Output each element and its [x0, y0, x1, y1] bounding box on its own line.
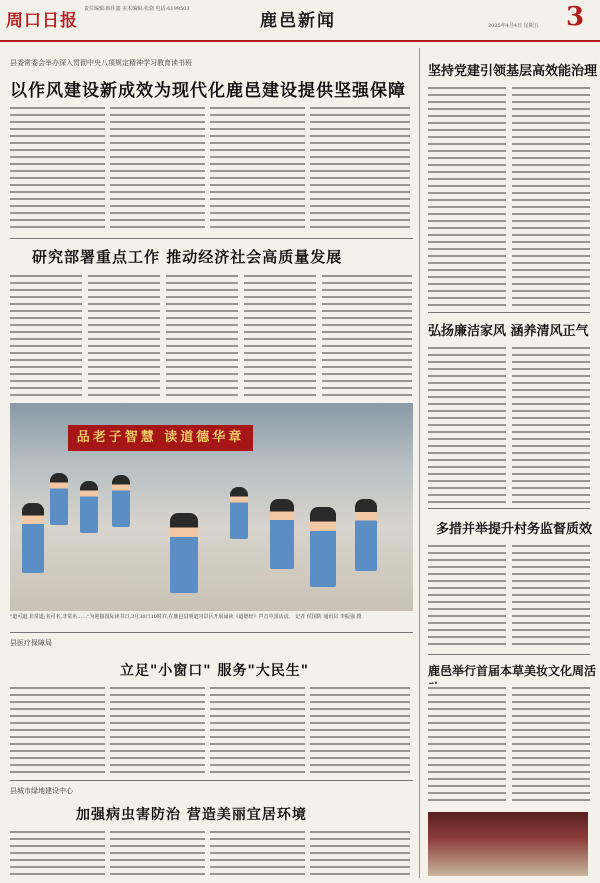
second-headline: 研究部署重点工作 推动经济社会高质量发展 [32, 248, 343, 266]
child-figure [270, 499, 294, 569]
article-column [322, 272, 412, 396]
child-figure [80, 481, 98, 533]
beauty-festival-photo [428, 812, 588, 876]
sidebar-headline-2: 弘扬廉洁家风 涵养清风正气 [428, 324, 589, 339]
editor-info: 责任编辑:韩佳鑫 美术编辑:张骁 电话:6199503 [84, 6, 190, 12]
issue-date: 2025年4月4日 星期五 [488, 23, 539, 29]
divider [10, 780, 413, 781]
divider [10, 238, 413, 239]
article-column [512, 542, 590, 650]
article-column [10, 828, 105, 878]
section-title: 鹿邑新闻 [260, 11, 336, 31]
child-figure [50, 473, 68, 525]
article-column [428, 684, 506, 806]
article-column [10, 272, 82, 396]
article-column [428, 542, 506, 650]
article-column [310, 104, 410, 232]
child-figure [310, 507, 336, 587]
divider [428, 312, 590, 313]
article-column [10, 684, 105, 776]
article-column [512, 84, 590, 306]
divider [428, 508, 590, 509]
article-column [166, 272, 238, 396]
child-figure [230, 487, 248, 539]
page-number: 3 [566, 2, 585, 32]
article-column [244, 272, 316, 396]
article-column [210, 828, 305, 878]
article-column [512, 344, 590, 504]
article-column [110, 104, 205, 232]
article-column [310, 828, 410, 878]
article-column [512, 684, 590, 806]
column-separator [419, 48, 420, 878]
greening-kicker: 县城市绿地建设中心 [10, 787, 73, 795]
sidebar-headline-3: 多措并举提升村务监督质效 [436, 522, 593, 537]
article-column [10, 104, 105, 232]
article-column [110, 828, 205, 878]
child-figure [355, 499, 377, 571]
article-column [310, 684, 410, 776]
divider [10, 632, 413, 633]
reading-event-photo [10, 403, 413, 611]
sidebar-headline-1: 坚持党建引领基层高效能治理 [428, 64, 598, 79]
article-column [428, 344, 506, 504]
child-figure [112, 475, 130, 527]
photo-caption: "道可道,非常道;名可名,非常名……"为迎接国际读书日,3月30日10时许,在鹿邑县明道宫景区开展诵读《道德经》声音中国活动。 记者 侯国防 通讯员 李振强 摄 [10, 614, 362, 620]
article-column [88, 272, 160, 396]
page-header [0, 0, 600, 42]
article-column [110, 684, 205, 776]
article-column [210, 684, 305, 776]
event-banner: 品老子智慧 读道德华章 [68, 425, 253, 451]
masthead-logo: 周口日报 [6, 11, 78, 31]
main-kicker: 县委常委会举办深入贯彻中央八项规定精神学习教育读书班 [10, 59, 192, 67]
greening-headline: 加强病虫害防治 营造美丽宜居环境 [76, 807, 307, 823]
article-column [428, 84, 506, 306]
medical-kicker: 县医疗保障局 [10, 639, 52, 647]
sidebar-headline-4: 鹿邑举行首届本草美妆文化周活 [428, 664, 597, 678]
child-figure [22, 503, 44, 573]
medical-headline: 立足"小窗口" 服务"大民生" [120, 663, 310, 679]
child-figure [170, 513, 198, 593]
divider [428, 654, 590, 655]
main-headline: 以作风建设新成效为现代化鹿邑建设提供坚强保障 [10, 81, 406, 101]
article-column [210, 104, 305, 232]
